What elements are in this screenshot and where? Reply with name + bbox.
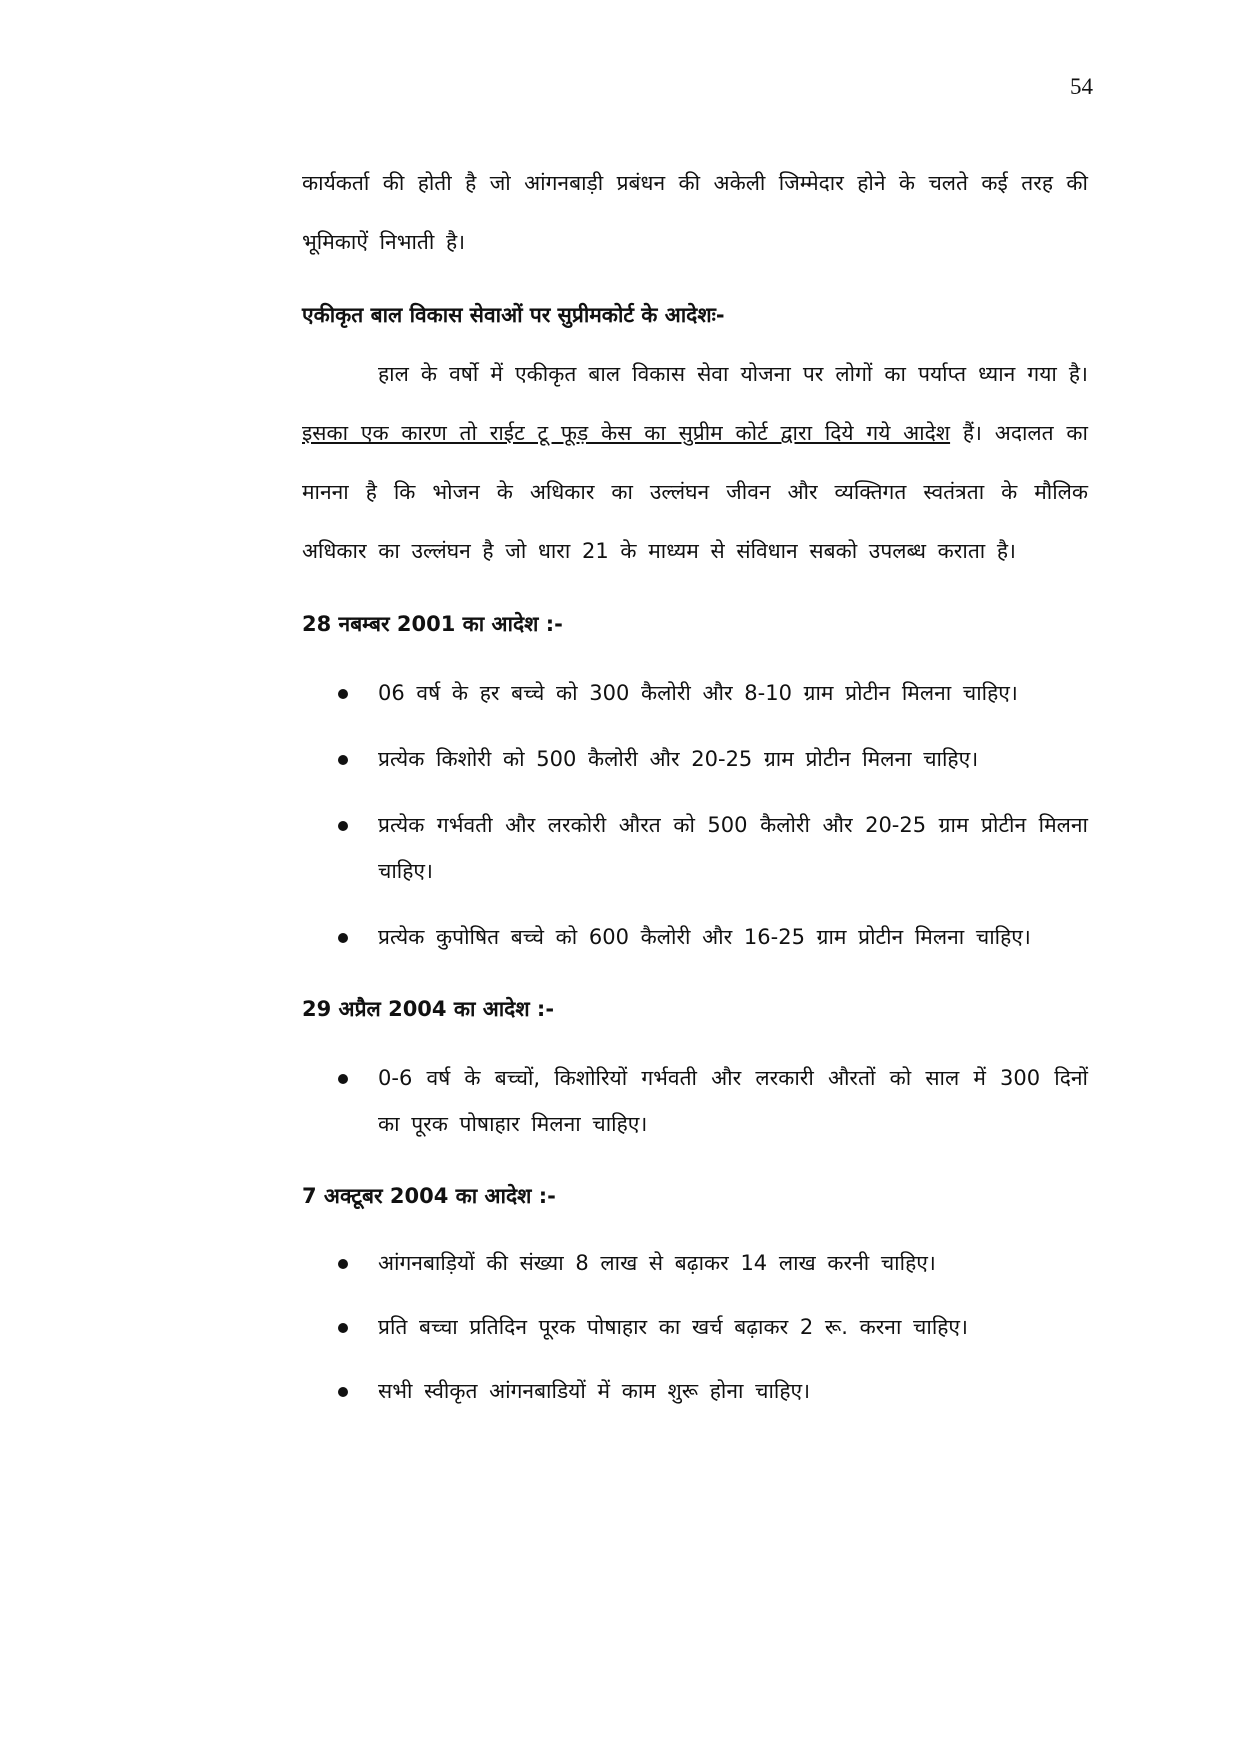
list-item xyxy=(302,736,1088,782)
list-item-text: प्रत्येक कुपोषित बच्चे को 600 कैलोरी और 16-25 ग्राम प्रोटीन मिलना चाहिए। xyxy=(378,925,1031,949)
intro-paragraph: कार्यकर्ता की होती है जो आंगनबाड़ी प्रबंधन की अकेली जिम्मेदार होने के चलते कई तरह की भूमिकाऐं निभाती है। xyxy=(302,171,1088,254)
order-heading-april-2004: 29 अप्रैल 2004 का आदेश :- xyxy=(302,997,555,1021)
bullet-icon xyxy=(338,1259,348,1269)
list-item xyxy=(302,802,1088,894)
bullet-icon xyxy=(338,1074,348,1084)
page-number: 54 xyxy=(1070,74,1093,99)
order-list-april-2004 xyxy=(302,1055,1088,1147)
order-heading-2001: 28 नबम्बर 2001 का आदेश :- xyxy=(302,612,563,636)
document-body xyxy=(302,154,1088,1432)
bullet-icon xyxy=(338,821,348,831)
bullet-icon xyxy=(338,1323,348,1333)
list-item xyxy=(302,1304,1088,1350)
bullet-icon xyxy=(338,933,348,943)
order-list-2001 xyxy=(302,670,1088,960)
bullet-icon xyxy=(338,755,348,765)
list-item xyxy=(302,670,1088,716)
list-item xyxy=(302,1055,1088,1147)
list-item-text: सभी स्वीकृत आंगनबाडियों में काम शुरू होना चाहिए। xyxy=(378,1379,811,1403)
list-item xyxy=(302,1368,1088,1414)
bullet-icon xyxy=(338,1387,348,1397)
list-item xyxy=(302,1240,1088,1286)
bullet-icon xyxy=(338,689,348,699)
order-list-october-2004 xyxy=(302,1240,1088,1414)
paragraph-text-start: हाल के वर्षो में एकीकृत बाल विकास सेवा योजना पर लोगों का पर्याप्त ध्यान गया है। xyxy=(378,362,1088,386)
list-item-text: आंगनबाड़ियों की संख्या 8 लाख से बढ़ाकर 14 लाख करनी चाहिए। xyxy=(378,1251,936,1275)
list-item-text: प्रति बच्चा प्रतिदिन पूरक पोषाहार का खर्च बढ़ाकर 2 रू. करना चाहिए। xyxy=(378,1315,968,1339)
underlined-text: इसका एक कारण तो राईट टू फूड़ केस का सुप्रीम कोर्ट द्वारा दिये गये आदेश xyxy=(302,421,951,445)
paragraph-text-end: हैं। अदालत का मानना है कि भोजन के अधिकार का उल्लंघन जीवन और व्यक्तिगत स्वतंत्रता के मौलिक अधिकार का उल्लंघन है जो धारा 21 के माध्यम से संविधान सबको उपलब्ध कराता है। xyxy=(302,421,1088,563)
section-paragraph xyxy=(302,345,1088,581)
list-item-text: 06 वर्ष के हर बच्चे को 300 कैलोरी और 8-10 ग्राम प्रोटीन मिलना चाहिए। xyxy=(378,681,1018,705)
section-heading: एकीकृत बाल विकास सेवाओं पर सुप्रीमकोर्ट के आदेशः- xyxy=(302,303,725,327)
order-heading-october-2004: 7 अक्टूबर 2004 का आदेश :- xyxy=(302,1184,556,1208)
list-item-text: 0-6 वर्ष के बच्चों, किशोरियों गर्भवती और लरकारी औरतों को साल में 300 दिनों का पूरक पोषाहार मिलना चाहिए। xyxy=(378,1066,1088,1136)
list-item-text: प्रत्येक गर्भवती और लरकोरी औरत को 500 कैलोरी और 20-25 ग्राम प्रोटीन मिलना चाहिए। xyxy=(378,813,1088,883)
list-item xyxy=(302,914,1088,960)
list-item-text: प्रत्येक किशोरी को 500 कैलोरी और 20-25 ग्राम प्रोटीन मिलना चाहिए। xyxy=(378,747,979,771)
